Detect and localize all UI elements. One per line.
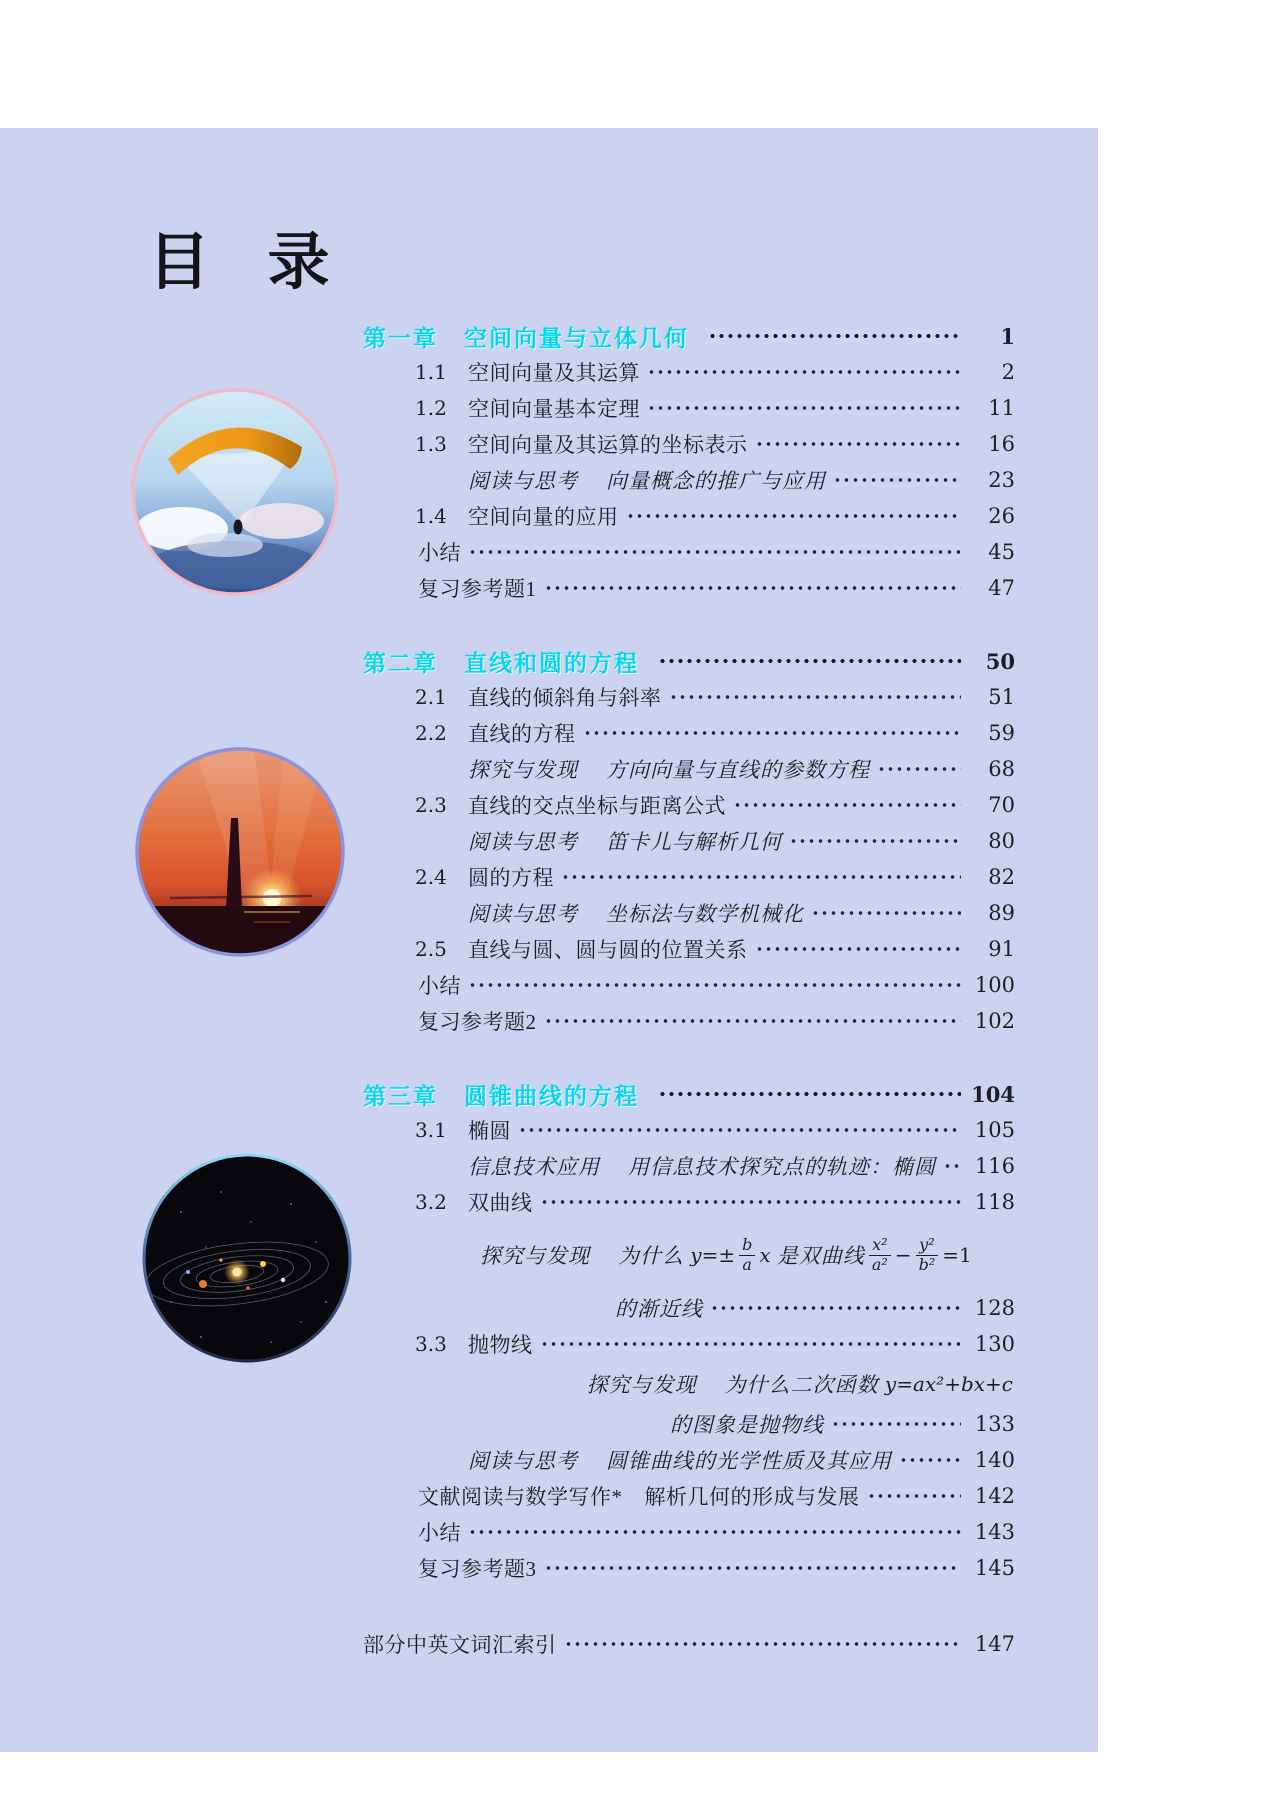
dot-leader: [708, 330, 961, 342]
dot-leader: [831, 1418, 961, 1430]
page-number: 145: [974, 1556, 1015, 1580]
entry-text: 部分中英文词汇索引: [363, 1633, 557, 1657]
entry-text: 小结: [418, 541, 461, 565]
page-number: 118: [974, 1190, 1015, 1214]
entry-text: 用信息技术探究点的轨迹：椭圆: [628, 1155, 936, 1179]
section-number: 3.3: [415, 1332, 447, 1356]
fraction-numerator: b: [739, 1236, 755, 1255]
sunset-bridge-photo: [134, 746, 346, 958]
entry-text: 直线的交点坐标与距离公式: [468, 794, 726, 818]
entry-text: 直线的倾斜角与斜率: [468, 686, 662, 710]
page-number: 26: [988, 504, 1015, 528]
dot-leader: [899, 1454, 961, 1466]
dot-leader: [658, 1088, 961, 1100]
fraction-numerator: x²: [869, 1236, 890, 1255]
toc-entry: [363, 1362, 1015, 1406]
dot-leader: [669, 691, 962, 703]
dot-leader: [468, 979, 961, 991]
dot-leader: [564, 1638, 962, 1650]
section-number: 3.1: [415, 1118, 447, 1142]
section-number: 1.4: [415, 504, 447, 528]
entry-tag: 阅读与思考: [468, 469, 578, 493]
fraction-denominator: b²: [918, 1254, 936, 1274]
page-number: 143: [974, 1520, 1015, 1544]
dot-leader: [647, 366, 961, 378]
toc-entry: [363, 1184, 1015, 1220]
dot-leader: [540, 1196, 962, 1208]
page-number: 105: [974, 1118, 1015, 1142]
toc-entry: [363, 679, 1015, 715]
math-text: y: [690, 1243, 702, 1267]
page-number: 100: [974, 973, 1015, 997]
page-title: 目 录: [148, 228, 336, 297]
section-number: 2.1: [415, 685, 447, 709]
dot-leader: [658, 655, 961, 667]
section-number: 3.2: [415, 1190, 447, 1214]
paraglider-pilot: [234, 520, 243, 535]
fraction: [869, 1236, 891, 1274]
toc-entry: [363, 1406, 1015, 1442]
entry-text: 直线与圆、圆与圆的位置关系: [468, 938, 748, 962]
page-number: 104: [971, 1081, 1015, 1107]
entry-text: 笛卡儿与解析几何: [606, 830, 782, 854]
setting-sun: [263, 889, 281, 907]
toc-entry: [363, 751, 1015, 787]
entry-tag: 探究与发现: [480, 1244, 590, 1268]
math-text: 为什么: [618, 1244, 691, 1268]
page-number: 16: [988, 432, 1015, 456]
section-number: 1.2: [415, 396, 447, 420]
entry-tag: 文献阅读与数学写作*: [418, 1485, 623, 1509]
dot-leader: [561, 871, 961, 883]
dot-leader: [755, 943, 962, 955]
entry-text: 小结: [418, 974, 461, 998]
page-number: 82: [988, 865, 1015, 889]
chapter-number: 第二章: [363, 650, 438, 676]
dot-leader: [710, 1302, 961, 1314]
toc-entry: [363, 1478, 1015, 1514]
entry-tag: 阅读与思考: [468, 830, 578, 854]
page-number: 70: [988, 793, 1015, 817]
toc-entry: [363, 498, 1015, 534]
entry-tag: 探究与发现: [468, 758, 578, 782]
entry-text: 圆的方程: [468, 866, 554, 890]
toc-entry: [363, 462, 1015, 498]
toc-entry: [363, 426, 1015, 462]
entry-text: 圆锥曲线的光学性质及其应用: [606, 1449, 892, 1473]
toc-entry: [363, 1326, 1015, 1362]
page-number: 142: [974, 1484, 1015, 1508]
math-text: x: [759, 1243, 771, 1267]
dot-leader: [833, 474, 961, 486]
page-number: 130: [974, 1332, 1015, 1356]
dot-leader: [468, 1526, 961, 1538]
toc-entry: [363, 1112, 1015, 1148]
page-number: 23: [988, 468, 1015, 492]
solar-system-photo: [141, 1152, 353, 1364]
page-number: 51: [988, 685, 1015, 709]
entry-text: 的渐近线: [615, 1297, 703, 1321]
dot-leader: [544, 582, 962, 594]
sun: [233, 1268, 242, 1277]
math-text: =±: [701, 1243, 736, 1267]
entry-text: 坐标法与数学机械化: [606, 902, 804, 926]
entry-tag: 信息技术应用: [468, 1155, 600, 1179]
dot-leader: [811, 907, 961, 919]
toc-chapter-heading: [363, 643, 1015, 679]
entry-text: 方向向量与直线的参数方程: [606, 758, 870, 782]
chapter-title: 圆锥曲线的方程: [464, 1083, 639, 1109]
entry-tag: 探究与发现: [586, 1373, 697, 1397]
chapter-title: 直线和圆的方程: [464, 650, 639, 676]
section-number: 2.4: [415, 865, 447, 889]
entry-text: 复习参考题2: [418, 1010, 537, 1034]
toc-chapter-heading: [363, 1076, 1015, 1112]
toc-entry: [363, 787, 1015, 823]
page-number: 140: [974, 1448, 1015, 1472]
dot-leader: [540, 1338, 962, 1350]
toc-entry: [363, 1003, 1015, 1039]
toc-entry: [363, 823, 1015, 859]
dot-leader: [583, 727, 962, 739]
page-number: 11: [988, 396, 1015, 420]
dot-leader: [867, 1490, 962, 1502]
math-text: 是双曲线: [770, 1244, 865, 1268]
toc-entry: [363, 570, 1015, 606]
entry-text: 直线的方程: [468, 722, 576, 746]
entry-text: 椭圆: [468, 1119, 511, 1143]
page-number: 91: [988, 937, 1015, 961]
toc-entry: [363, 1442, 1015, 1478]
page-number: 1: [1000, 323, 1015, 349]
toc-entry: [363, 1514, 1015, 1550]
page-number: 102: [974, 1009, 1015, 1033]
entry-text: 复习参考题1: [418, 577, 537, 601]
toc-entry: [363, 390, 1015, 426]
entry-text: 双曲线: [468, 1191, 533, 1215]
entry-text: 空间向量及其运算: [468, 361, 640, 385]
dot-leader: [518, 1124, 961, 1136]
toc-entry: [363, 1626, 1015, 1662]
entry-text: 向量概念的推广与应用: [606, 469, 826, 493]
entry-tag: 阅读与思考: [468, 1449, 578, 1473]
paraglider-sky-photo: [130, 387, 340, 597]
dot-leader: [789, 835, 961, 847]
page-number: 50: [985, 648, 1015, 674]
toc-list: [363, 318, 1015, 1662]
page-number: 89: [988, 901, 1015, 925]
space-background: [141, 1152, 353, 1364]
fraction-denominator: a: [742, 1254, 752, 1274]
page-number: 68: [988, 757, 1015, 781]
page-number: 116: [974, 1154, 1015, 1178]
math-text: 为什么二次函数: [724, 1373, 885, 1397]
toc-chapter-heading: [363, 318, 1015, 354]
dot-leader: [544, 1562, 962, 1574]
fraction: [739, 1236, 755, 1274]
water: [134, 906, 346, 958]
fraction: [916, 1236, 939, 1274]
entry-text: 解析几何的形成与发展: [644, 1485, 860, 1509]
page-number: 133: [974, 1412, 1015, 1436]
page-number: 45: [988, 540, 1015, 564]
entry-text: 空间向量基本定理: [468, 397, 640, 421]
toc-entry: [363, 1148, 1015, 1184]
dot-leader: [943, 1160, 961, 1172]
section-number: 2.5: [415, 937, 447, 961]
toc-entry: [363, 931, 1015, 967]
entry-text: 空间向量及其运算的坐标表示: [468, 433, 748, 457]
page-number: 147: [974, 1632, 1015, 1656]
entry-text: 的图象是抛物线: [670, 1413, 824, 1437]
dot-leader: [468, 546, 961, 558]
chapter-title: 空间向量与立体几何: [464, 325, 689, 351]
toc-entry: [363, 1290, 1015, 1326]
page-number: 2: [1001, 360, 1015, 384]
toc-entry: [363, 1550, 1015, 1586]
section-number: 2.2: [415, 721, 447, 745]
page-number: 47: [988, 576, 1015, 600]
entry-text: 抛物线: [468, 1333, 533, 1357]
dot-leader: [626, 510, 962, 522]
toc-entry: [363, 895, 1015, 931]
toc-entry: [363, 967, 1015, 1003]
toc-entry: [363, 859, 1015, 895]
dot-leader: [647, 402, 961, 414]
entry-tag: 阅读与思考: [468, 902, 578, 926]
toc-entry: [363, 354, 1015, 390]
section-number: 1.3: [415, 432, 447, 456]
dot-leader: [877, 763, 961, 775]
math-text: =1: [942, 1243, 972, 1267]
entry-text: 小结: [418, 1521, 461, 1545]
dot-leader: [755, 438, 962, 450]
toc-entry: [363, 1220, 1015, 1290]
section-number: 1.1: [415, 360, 447, 384]
toc-entry: [363, 715, 1015, 751]
entry-text: 空间向量的应用: [468, 505, 619, 529]
math-text: y=ax²+bx+c: [884, 1372, 1013, 1396]
page-number: 59: [988, 721, 1015, 745]
entry-text: 复习参考题3: [418, 1557, 537, 1581]
chapter-number: 第一章: [363, 325, 438, 351]
math-text: −: [894, 1243, 912, 1267]
section-number: 2.3: [415, 793, 447, 817]
dot-leader: [544, 1015, 962, 1027]
page-number: 80: [988, 829, 1015, 853]
dot-leader: [733, 799, 961, 811]
fraction-numerator: y²: [916, 1236, 937, 1255]
fraction-denominator: a²: [871, 1254, 888, 1274]
toc-entry: [363, 534, 1015, 570]
page-number: 128: [974, 1296, 1015, 1320]
chapter-number: 第三章: [363, 1083, 438, 1109]
